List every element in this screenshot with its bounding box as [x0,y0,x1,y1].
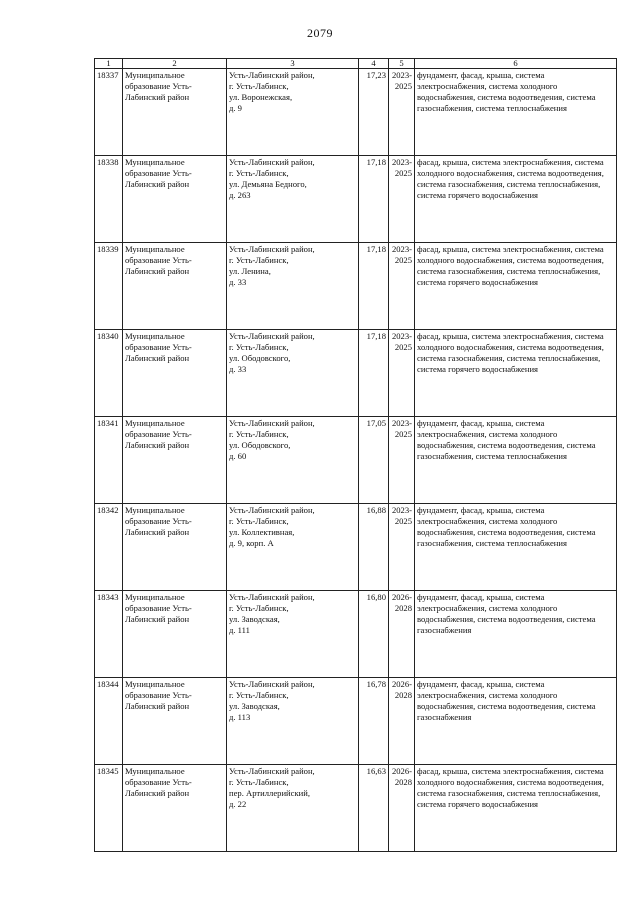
repair-period [389,678,415,765]
period-line: 2028 [394,777,412,787]
repair-period [389,765,415,852]
address-line: Усть-Лабинский район, [229,766,315,776]
address-line: г. Усть-Лабинск, [229,777,289,787]
total-area: 17,18 [359,243,389,330]
repair-period [389,330,415,417]
municipality-name: Муниципальное образование Усть-Лабинский район [123,69,227,156]
address-line: Усть-Лабинский район, [229,679,315,689]
address-line: д. 113 [229,712,251,722]
works-list: фундамент, фасад, крыша, система электроснабжения, система холодного водоснабжения, система водоотведения, система газоснабжения [415,591,617,678]
row-number: 18341 [95,417,123,504]
municipality-name: Муниципальное образование Усть-Лабинский район [123,678,227,765]
period-line: 2023- [391,331,412,341]
address-line: г. Усть-Лабинск, [229,255,289,265]
municipality-name: Муниципальное образование Усть-Лабинский район [123,156,227,243]
municipality-name: Муниципальное образование Усть-Лабинский район [123,591,227,678]
repair-period [389,417,415,504]
address-line: д. 33 [229,364,247,374]
works-list: фасад, крыша, система электроснабжения, система холодного водоснабжения, система водоотведения, система газоснабжения, система теплоснабжения, система горячего водоснабжения [415,765,617,852]
table-body [95,69,617,852]
address-line: Усть-Лабинский район, [229,70,315,80]
table-row [95,417,617,504]
municipality-name: Муниципальное образование Усть-Лабинский район [123,765,227,852]
row-number: 18342 [95,504,123,591]
header-row [95,59,617,69]
address-line: ул. Демьяна Бедного, [229,179,307,189]
period-line: 2023- [391,418,412,428]
address-line: Усть-Лабинский район, [229,244,315,254]
repair-period [389,243,415,330]
repair-period [389,69,415,156]
header-cell-4: 4 [359,59,389,69]
address-line: д. 111 [229,625,250,635]
period-line: 2025 [394,516,412,526]
address-line: г. Усть-Лабинск, [229,81,289,91]
page-number: 2079 [307,26,333,40]
repair-period [389,504,415,591]
address-line: Усть-Лабинский район, [229,418,315,428]
repair-period [389,591,415,678]
period-line: 2028 [394,690,412,700]
works-list: фасад, крыша, система электроснабжения, система холодного водоснабжения, система водоотведения, система газоснабжения, система теплоснабжения, система горячего водоснабжения [415,330,617,417]
table-row [95,330,617,417]
repair-period [389,156,415,243]
address-line: Усть-Лабинский район, [229,331,315,341]
address-cell [227,765,359,852]
works-list: фундамент, фасад, крыша, система электроснабжения, система холодного водоснабжения, система водоотведения, система газоснабжения, система теплоснабжения [415,69,617,156]
municipality-name: Муниципальное образование Усть-Лабинский район [123,330,227,417]
address-cell [227,678,359,765]
period-line: 2025 [394,342,412,352]
table-row [95,591,617,678]
address-line: ул. Ленина, [229,266,271,276]
works-list: фундамент, фасад, крыша, система электроснабжения, система холодного водоснабжения, система водоотведения, система газоснабжения, система теплоснабжения [415,417,617,504]
row-number: 18344 [95,678,123,765]
table-row [95,156,617,243]
address-line: ул. Ободовского, [229,353,291,363]
address-line: ул. Ободовского, [229,440,291,450]
address-line: д. 22 [229,799,247,809]
header-cell-1: 1 [95,59,123,69]
total-area: 17,18 [359,156,389,243]
period-line: 2026- [391,592,412,602]
address-cell [227,330,359,417]
address-cell [227,591,359,678]
address-line: г. Усть-Лабинск, [229,516,289,526]
period-line: 2023- [391,157,412,167]
total-area: 17,18 [359,330,389,417]
row-number: 18343 [95,591,123,678]
period-line: 2025 [394,168,412,178]
header-cell-5: 5 [389,59,415,69]
address-cell [227,156,359,243]
table-row [95,243,617,330]
address-line: д. 263 [229,190,251,200]
address-line: д. 60 [229,451,247,461]
works-list: фасад, крыша, система электроснабжения, система холодного водоснабжения, система водоотведения, система газоснабжения, система теплоснабжения, система горячего водоснабжения [415,243,617,330]
total-area: 16,78 [359,678,389,765]
row-number: 18338 [95,156,123,243]
row-number: 18340 [95,330,123,417]
works-list: фундамент, фасад, крыша, система электроснабжения, система холодного водоснабжения, система водоотведения, система газоснабжения, система теплоснабжения [415,504,617,591]
address-line: г. Усть-Лабинск, [229,603,289,613]
works-list: фундамент, фасад, крыша, система электроснабжения, система холодного водоснабжения, система водоотведения, система газоснабжения [415,678,617,765]
table-row [95,504,617,591]
period-line: 2023- [391,505,412,515]
municipality-name: Муниципальное образование Усть-Лабинский район [123,504,227,591]
works-list: фасад, крыша, система электроснабжения, система холодного водоснабжения, система водоотведения, система газоснабжения, система теплоснабжения, система горячего водоснабжения [415,156,617,243]
header-cell-6: 6 [415,59,617,69]
address-line: пер. Артиллерийский, [229,788,310,798]
address-line: ул. Коллективная, [229,527,295,537]
row-number: 18339 [95,243,123,330]
municipality-name: Муниципальное образование Усть-Лабинский район [123,417,227,504]
total-area: 16,88 [359,504,389,591]
total-area: 16,63 [359,765,389,852]
address-cell [227,69,359,156]
address-line: ул. Заводская, [229,614,280,624]
address-line: Усть-Лабинский район, [229,592,315,602]
total-area: 17,23 [359,69,389,156]
address-line: Усть-Лабинский район, [229,505,315,515]
total-area: 16,80 [359,591,389,678]
period-line: 2023- [391,244,412,254]
address-line: д. 9, корп. А [229,538,274,548]
address-line: д. 9 [229,103,242,113]
period-line: 2026- [391,679,412,689]
table-row [95,678,617,765]
municipality-name: Муниципальное образование Усть-Лабинский район [123,243,227,330]
header-cell-2: 2 [123,59,227,69]
row-number: 18337 [95,69,123,156]
period-line: 2028 [394,603,412,613]
total-area: 17,05 [359,417,389,504]
address-cell [227,417,359,504]
address-line: ул. Заводская, [229,701,280,711]
header-cell-3: 3 [227,59,359,69]
table-row [95,69,617,156]
period-line: 2023- [391,70,412,80]
address-cell [227,504,359,591]
row-number: 18345 [95,765,123,852]
address-cell [227,243,359,330]
address-line: г. Усть-Лабинск, [229,429,289,439]
registry-table [94,58,617,852]
period-line: 2025 [394,81,412,91]
table-row [95,765,617,852]
address-line: ул. Воронежская, [229,92,293,102]
address-line: г. Усть-Лабинск, [229,168,289,178]
address-line: д. 33 [229,277,247,287]
period-line: 2025 [394,429,412,439]
period-line: 2025 [394,255,412,265]
address-line: г. Усть-Лабинск, [229,690,289,700]
period-line: 2026- [391,766,412,776]
address-line: Усть-Лабинский район, [229,157,315,167]
address-line: г. Усть-Лабинск, [229,342,289,352]
